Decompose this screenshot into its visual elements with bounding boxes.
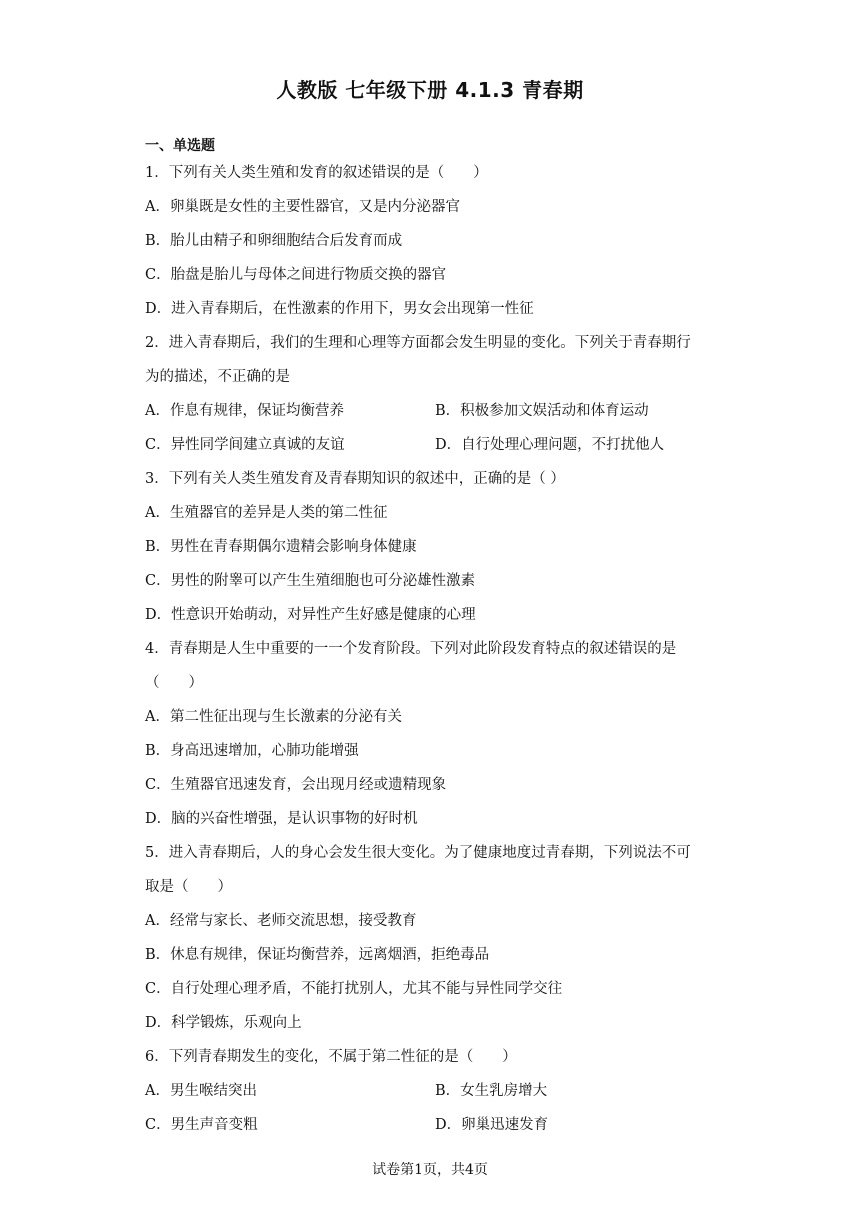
option-b: B．胎儿由精子和卵细胞结合后发育而成 bbox=[145, 233, 403, 249]
option-c: C．胎盘是胎儿与母体之间进行物质交换的器官 bbox=[145, 267, 447, 283]
question-1 bbox=[145, 162, 725, 332]
option-c: C．男生声音变粗 bbox=[145, 1117, 258, 1133]
option-d: D．性意识开始萌动，对异性产生好感是健康的心理 bbox=[145, 607, 476, 623]
option-row bbox=[145, 434, 725, 468]
option-row bbox=[145, 400, 725, 434]
option-a: A．第二性征出现与生长激素的分泌有关 bbox=[145, 709, 402, 725]
option-c: C．自行处理心理矛盾，不能打扰别人，尤其不能与异性同学交往 bbox=[145, 981, 563, 997]
option-a: A．经常与家长、老师交流思想，接受教育 bbox=[145, 913, 417, 929]
option-c: C．异性同学间建立真诚的友谊 bbox=[145, 437, 345, 453]
page-title: 人教版 七年级下册 4.1.3 青春期 bbox=[276, 78, 584, 102]
question-2 bbox=[145, 332, 725, 468]
question-stem-continued: （ ） bbox=[145, 675, 203, 691]
question-stem: 1．下列有关人类生殖和发育的叙述错误的是（ ） bbox=[145, 165, 488, 181]
option-a: A．卵巢既是女性的主要性器官，又是内分泌器官 bbox=[145, 199, 460, 215]
question-stem: 3．下列有关人类生殖发育及青春期知识的叙述中，正确的是（ ） bbox=[145, 471, 565, 487]
option-row bbox=[145, 1114, 725, 1148]
question-stem: 5．进入青春期后，人的身心会发生很大变化。为了健康地度过青春期，下列说法不可 bbox=[145, 845, 691, 861]
question-4 bbox=[145, 638, 725, 842]
question-stem: 2．进入青春期后，我们的生理和心理等方面都会发生明显的变化。下列关于青春期行 bbox=[145, 335, 691, 351]
option-a: A．男生喉结突出 bbox=[145, 1083, 257, 1099]
option-d: D．进入青春期后，在性激素的作用下，男女会出现第一性征 bbox=[145, 301, 534, 317]
question-stem-continued: 为的描述，不正确的是 bbox=[145, 369, 290, 385]
question-6 bbox=[145, 1046, 725, 1148]
question-list bbox=[145, 162, 725, 1148]
option-row bbox=[145, 1080, 725, 1114]
question-stem: 6．下列青春期发生的变化，不属于第二性征的是（ ） bbox=[145, 1049, 517, 1065]
option-d: D．自行处理心理问题，不打扰他人 bbox=[435, 437, 665, 453]
question-5 bbox=[145, 842, 725, 1046]
option-d: D．脑的兴奋性增强，是认识事物的好时机 bbox=[145, 811, 418, 827]
option-d: D．科学锻炼，乐观向上 bbox=[145, 1015, 302, 1031]
option-c: C．男性的附睾可以产生生殖细胞也可分泌雄性激素 bbox=[145, 573, 476, 589]
option-a: A．生殖器官的差异是人类的第二性征 bbox=[145, 505, 388, 521]
section-heading: 一、单选题 bbox=[145, 138, 215, 154]
option-c: C．生殖器官迅速发育，会出现月经或遗精现象 bbox=[145, 777, 447, 793]
question-3 bbox=[145, 468, 725, 638]
option-b: B．积极参加文娱活动和体育运动 bbox=[435, 403, 649, 419]
page-footer: 试卷第1页，共4页 bbox=[372, 1162, 488, 1178]
question-stem: 4．青春期是人生中重要的一一个发育阶段。下列对此阶段发育特点的叙述错误的是 bbox=[145, 641, 677, 657]
option-b: B．休息有规律，保证均衡营养，远离烟酒，拒绝毒品 bbox=[145, 947, 490, 963]
option-a: A．作息有规律，保证均衡营养 bbox=[145, 403, 344, 419]
option-d: D．卵巢迅速发育 bbox=[435, 1117, 549, 1133]
option-b: B．男性在青春期偶尔遗精会影响身体健康 bbox=[145, 539, 417, 555]
option-b: B．女生乳房增大 bbox=[435, 1083, 548, 1099]
question-stem-continued: 取是（ ） bbox=[145, 879, 232, 895]
option-b: B．身高迅速增加，心肺功能增强 bbox=[145, 743, 359, 759]
